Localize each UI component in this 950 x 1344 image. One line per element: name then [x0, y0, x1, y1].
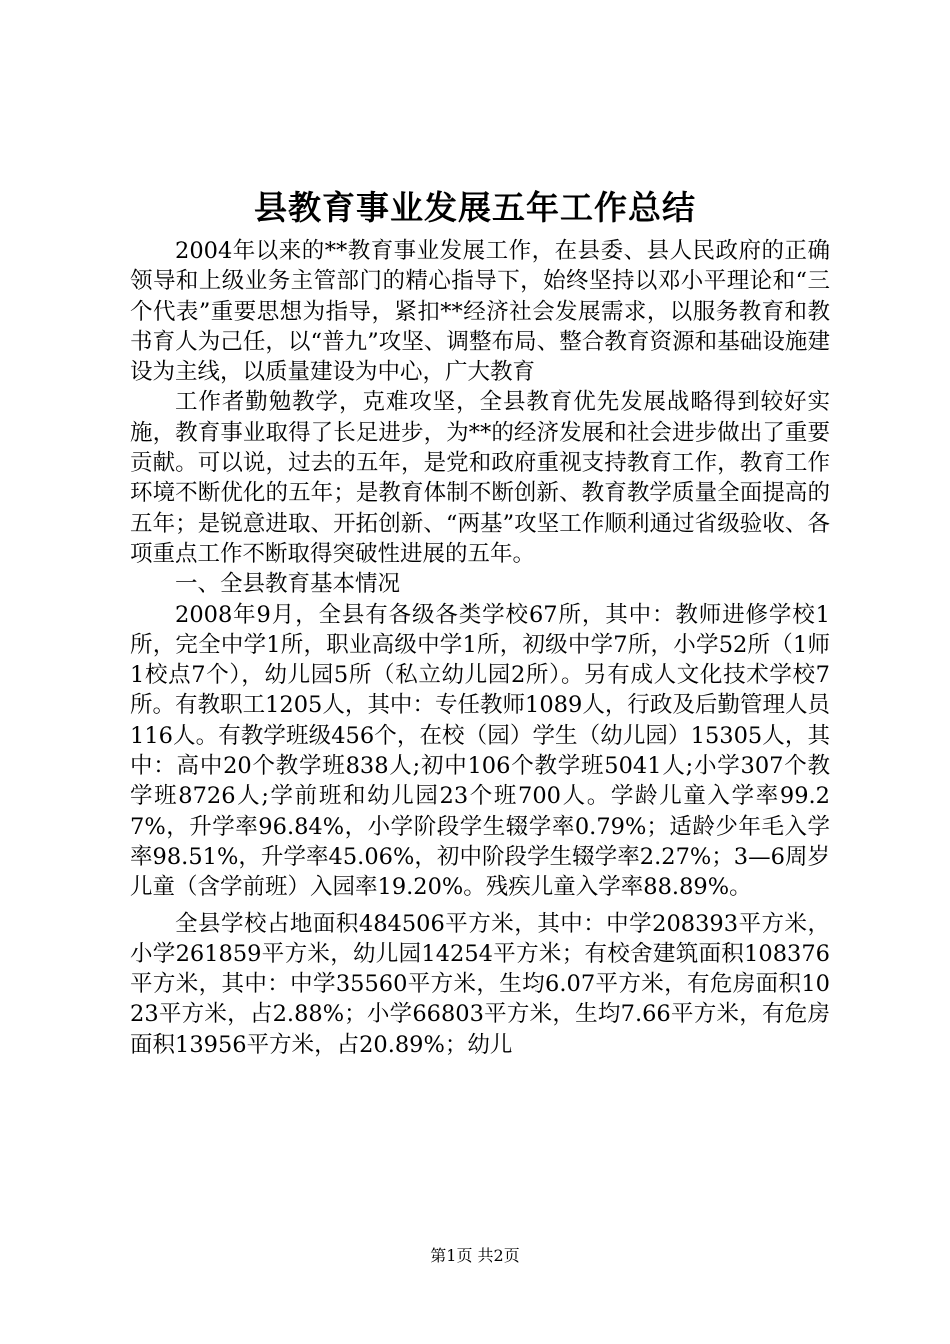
- section-heading-basic-situation: 一、全县教育基本情况: [175, 571, 401, 598]
- document-title: 县教育事业发展五年工作总结: [254, 188, 696, 227]
- paragraph-school-statistics: 2008年9月，全县有各级各类学校67所，其中：教师进修学校1所，完全中学1所，职业高级中学1所，初级中学7所，小学52所（1师1校点7个），幼儿园5所（私立幼儿园2所）。另有成人文化技术学校7所。有教职工1205人，其中：专任教师1089人，行政及后勤管理人员116人。有教学班级456个，在校（园）学生（幼儿园）15305人，其中：高中20个教学班838人;初中106个教学班5041人;小学307个教学班8726人;学前班和幼儿园23个班700人。学龄儿童入学率99.27%，升学率96.84%，小学阶段学生辍学率0.79%；适龄少年毛入学率98.51%，升学率45.06%，初中阶段学生辍学率2.27%；3—6周岁儿童（含学前班）入园率19.20%。残疾儿童入学率88.89%。: [130, 601, 830, 901]
- paragraph-intro: 2004年以来的**教育事业发展工作，在县委、县人民政府的正确领导和上级业务主管部门的精心指导下，始终坚持以邓小平理论和“三个代表”重要思想为指导，紧扣**经济社会发展需求，以服务教育和教书育人为己任，以“普九”攻坚、调整布局、整合教育资源和基础设施建设为主线，以质量建设为中心，广大教育: [130, 238, 830, 386]
- paragraph-land-area: 全县学校占地面积484506平方米，其中：中学208393平方米，小学261859平方米，幼儿园14254平方米；有校舍建筑面积108376平方米，其中：中学35560平方米，生均6.07平方米，有危房面积1023平方米，占2.88%；小学66803平方米，生均7.66平方米，有危房面积13956平方米，占20.89%；幼儿: [130, 910, 830, 1058]
- page-number: 第1页 共2页: [430, 1246, 520, 1265]
- document-body: [130, 236, 830, 1060]
- paragraph-achievements: 工作者勤勉教学，克难攻坚，全县教育优先发展战略得到较好实施，教育事业取得了长足进步，为**的经济发展和社会进步做出了重要贡献。可以说，过去的五年，是党和政府重视支持教育工作，教育工作环境不断优化的五年；是教育体制不断创新、教育教学质量全面提高的五年；是锐意进取、开拓创新、“两基”攻坚工作顺利通过省级验收、各项重点工作不断取得突破性进展的五年。: [130, 389, 830, 567]
